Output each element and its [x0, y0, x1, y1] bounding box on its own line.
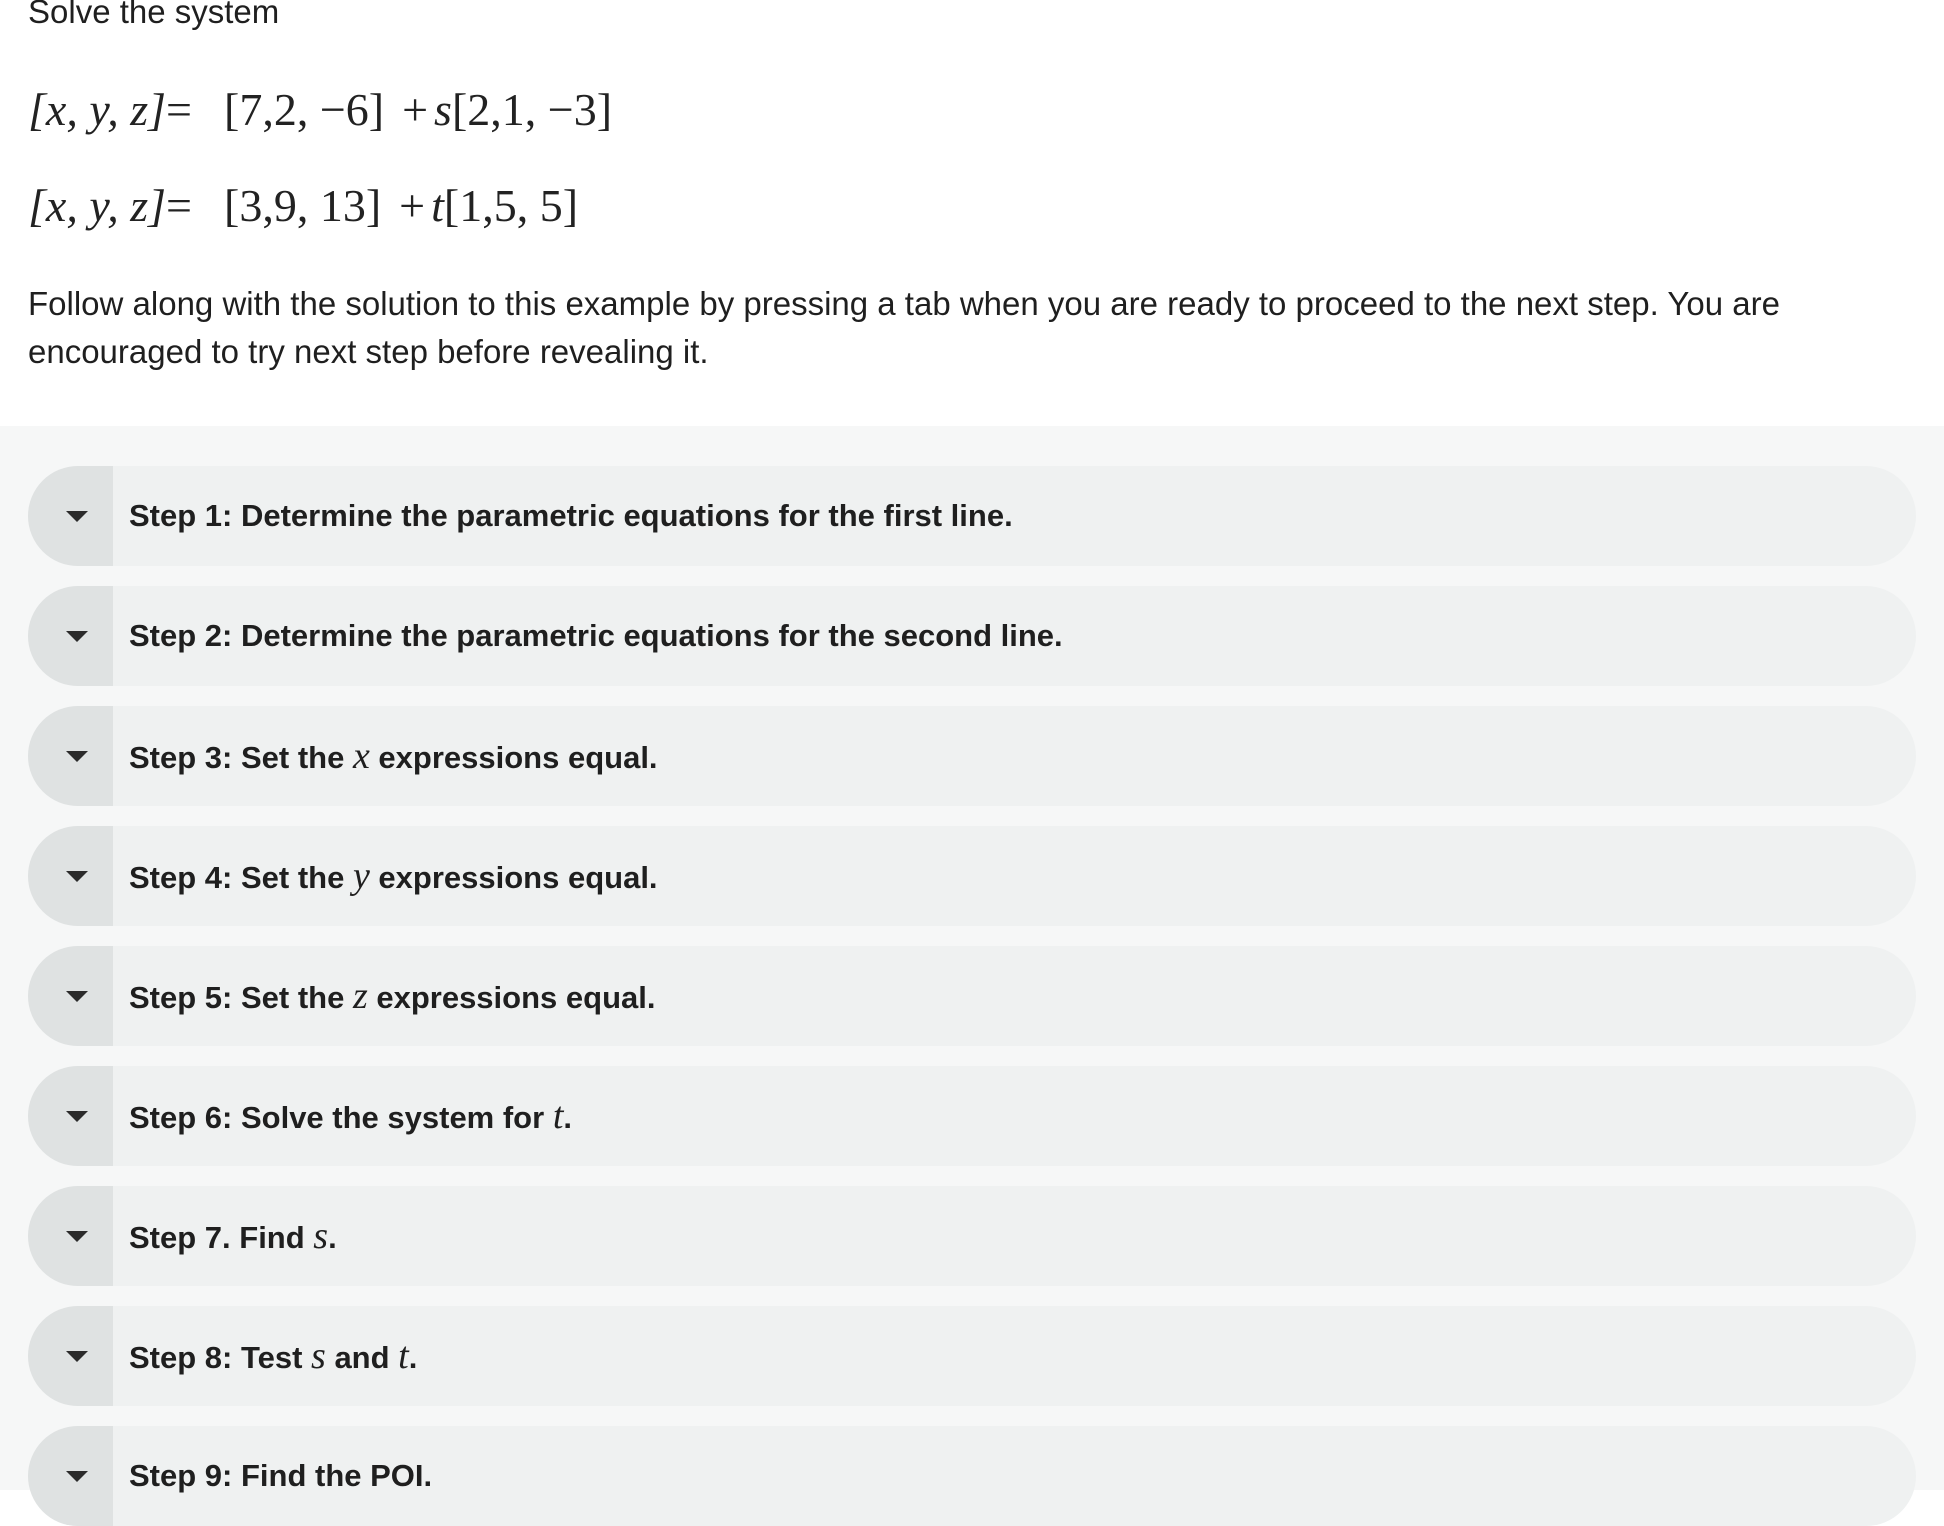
step-1-toggle[interactable] — [28, 466, 113, 566]
math-variable-z: z — [352, 975, 368, 1017]
step-8-toggle[interactable] — [28, 1306, 113, 1406]
step-3-tab[interactable] — [28, 706, 1916, 806]
step-1-label: Step 1: Determine the parametric equations for the first line. — [129, 498, 1013, 533]
equation-1-plus: + — [402, 84, 429, 135]
step-9-tab[interactable] — [28, 1426, 1916, 1526]
equation-2-plus: + — [399, 180, 426, 231]
math-variable-x: x — [352, 735, 370, 777]
math-variable-s: s — [311, 1335, 326, 1377]
math-variable-t: t — [398, 1335, 409, 1377]
step-5-tab[interactable] — [28, 946, 1916, 1046]
step-7-tab[interactable] — [28, 1186, 1916, 1286]
equation-1-lhs: [x, y, z] — [28, 84, 166, 135]
caret-down-icon — [66, 871, 88, 882]
step-6-toggle[interactable] — [28, 1066, 113, 1166]
caret-down-icon — [66, 1231, 88, 1242]
equation-1-point: [7,2, −6] — [224, 84, 385, 135]
step-8-tab[interactable] — [28, 1306, 1916, 1406]
equation-2-point: [3,9, 13] — [224, 180, 382, 231]
step-2-tab[interactable] — [28, 586, 1916, 686]
equation-line-2 — [28, 176, 578, 236]
equation-1-equals: = — [166, 84, 192, 135]
problem-title: Solve the system — [28, 0, 280, 30]
steps-accordion — [0, 426, 1944, 1493]
equation-2-equals: = — [166, 180, 192, 231]
step-3-label: Step 3: Set the x expressions equal. — [129, 735, 658, 777]
step-4-label: Step 4: Set the y expressions equal. — [129, 855, 658, 897]
caret-down-icon — [66, 1351, 88, 1362]
equation-1-direction: [2,1, −3] — [451, 84, 613, 135]
caret-down-icon — [66, 991, 88, 1002]
instructions-text: Follow along with the solution to this example by pressing a tab when you are ready to proceed to the next step. You are encouraged to try next step before revealing it. — [28, 285, 1780, 370]
caret-down-icon — [66, 1471, 88, 1482]
math-variable-y: y — [352, 855, 370, 897]
step-6-tab[interactable] — [28, 1066, 1916, 1166]
step-4-tab[interactable] — [28, 826, 1916, 926]
equation-line-1 — [28, 80, 612, 140]
caret-down-icon — [66, 631, 88, 642]
equation-2-lhs: [x, y, z] — [28, 180, 166, 231]
caret-down-icon — [66, 511, 88, 522]
step-1-tab[interactable] — [28, 466, 1916, 566]
step-5-label: Step 5: Set the z expressions equal. — [129, 975, 656, 1017]
step-2-label: Step 2: Determine the parametric equations for the second line. — [129, 618, 1063, 653]
math-variable-s: s — [313, 1215, 329, 1257]
caret-down-icon — [66, 1111, 88, 1122]
caret-down-icon — [66, 751, 88, 762]
step-3-toggle[interactable] — [28, 706, 113, 806]
equation-2-parameter: t — [431, 180, 444, 231]
step-9-label: Step 9: Find the POI. — [129, 1458, 433, 1493]
step-7-label: Step 7. Find s. — [129, 1215, 337, 1257]
step-2-toggle[interactable] — [28, 586, 113, 686]
step-6-label: Step 6: Solve the system for t. — [129, 1095, 572, 1137]
step-7-toggle[interactable] — [28, 1186, 113, 1286]
math-variable-t: t — [552, 1095, 564, 1137]
step-8-label: Step 8: Test s and t. — [129, 1335, 418, 1377]
equation-1-parameter: s — [434, 84, 452, 135]
step-4-toggle[interactable] — [28, 826, 113, 926]
step-5-toggle[interactable] — [28, 946, 113, 1046]
step-9-toggle[interactable] — [28, 1426, 113, 1526]
problem-statement — [0, 0, 1944, 426]
equation-2-direction: [1,5, 5] — [443, 180, 579, 231]
